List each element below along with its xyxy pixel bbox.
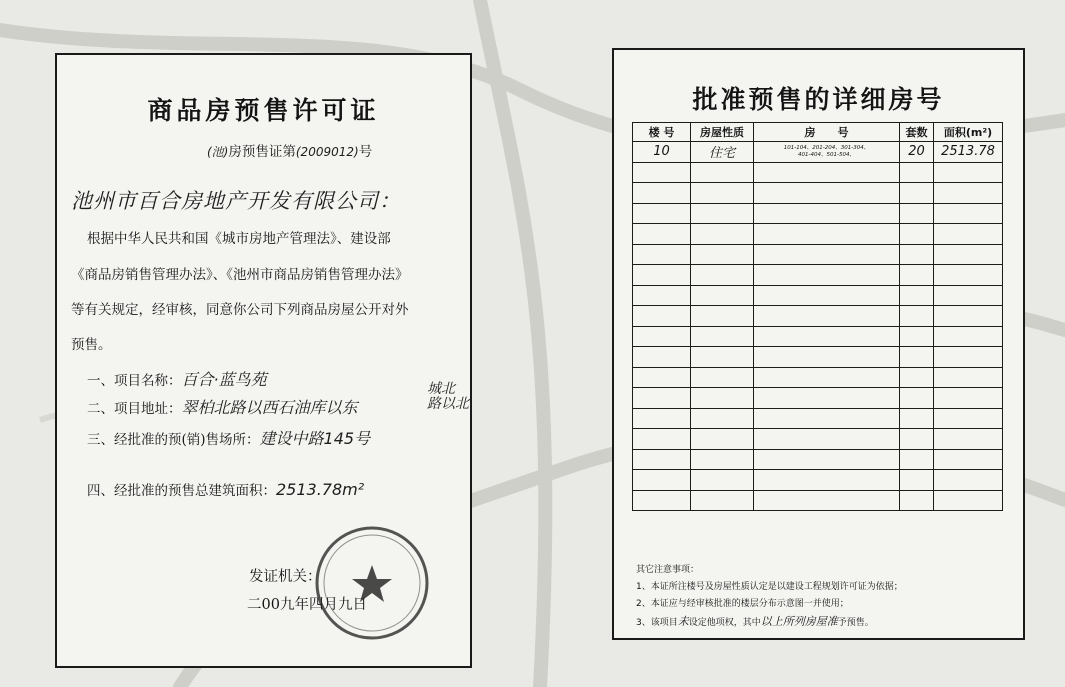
table-row [633,429,1003,450]
empty-cell [633,162,691,183]
empty-cell [900,306,934,327]
table-row [633,203,1003,224]
empty-cell [900,367,934,388]
cell-area: 2513.78 [934,142,1003,163]
empty-cell [934,490,1003,511]
project-name-label: 一、项目名称： [87,373,182,389]
empty-cell [691,429,754,450]
empty-cell [691,408,754,429]
empty-cell [633,367,691,388]
empty-cell [934,285,1003,306]
permit-suffix: 号 [358,144,373,160]
empty-cell [934,470,1003,491]
empty-cell [633,183,691,204]
paragraph-line-3: 等有关规定，经审核，同意你公司下列商品房屋公开对外 [71,302,409,318]
empty-cell [934,388,1003,409]
table-row [633,183,1003,204]
table-row [633,470,1003,491]
cell-nature: 住宅 [691,142,754,163]
permit-number-value: (2009012) [295,145,359,159]
table-row [633,142,1003,163]
permit-prefix: (池) [207,145,229,159]
empty-cell [691,265,754,286]
empty-cell [754,224,900,245]
project-name-value: 百合·蓝鸟苑 [181,370,267,389]
empty-cell [934,408,1003,429]
note-3-hand-a: 未 [677,615,689,628]
empty-cell [754,367,900,388]
paragraph-line-1: 根据中华人民共和国《城市房地产管理法》、建设部 [87,231,391,247]
empty-cell [691,388,754,409]
empty-cell [633,244,691,265]
room-details-page [612,48,1025,640]
empty-cell [754,162,900,183]
issuer-label: 发证机关： [249,569,322,585]
empty-cell [934,183,1003,204]
empty-cell [691,470,754,491]
empty-cell [633,449,691,470]
room-details-title: 批准预售的详细房号 [692,85,945,114]
project-address-row [87,395,358,418]
empty-cell [691,367,754,388]
table-row [633,490,1003,511]
address-extra-2: 路以北 [427,396,469,412]
total-area-value: 2513.78m² [276,480,365,499]
empty-cell [900,265,934,286]
empty-cell [633,306,691,327]
table-row [633,306,1003,327]
notes-title: 其它注意事项： [636,565,700,575]
paragraph-line-2: 《商品房销售管理办法》、《池州市商品房销售管理办法》 [71,267,409,283]
cell-building: 10 [633,142,691,163]
empty-cell [900,429,934,450]
empty-cell [900,347,934,368]
address-extra-1: 城北 [427,381,455,397]
empty-cell [900,183,934,204]
empty-cell [633,347,691,368]
empty-cell [754,470,900,491]
sales-office-label: 三、经批准的预(销)售场所： [87,432,260,448]
empty-cell [900,408,934,429]
empty-cell [754,490,900,511]
total-area-label: 四、经批准的预售总建筑面积： [87,483,276,499]
empty-cell [900,449,934,470]
room-table-header [633,123,1003,142]
note-3-suffix: 予预售。 [837,618,874,628]
empty-cell [934,367,1003,388]
empty-cell [934,224,1003,245]
header-count: 套数 [900,123,934,142]
empty-cell [900,490,934,511]
empty-cell [934,347,1003,368]
table-row [633,162,1003,183]
permit-number [207,140,372,160]
empty-cell [900,326,934,347]
room-numbers-line-1: 101-104、201-204、301-304、 [783,144,870,151]
empty-cell [633,408,691,429]
paragraph-line-4: 预售。 [71,337,112,353]
empty-cell [934,162,1003,183]
empty-cell [754,306,900,327]
empty-cell [900,203,934,224]
note-2: 2、本证应与经审核批准的楼层分布示意图一并使用； [636,599,849,609]
empty-cell [900,388,934,409]
sales-office-value: 建设中路145号 [259,429,371,448]
empty-cell [754,347,900,368]
total-area-row [87,479,364,499]
empty-cell [691,449,754,470]
table-row [633,285,1003,306]
permit-title: 商品房预售许可证 [147,96,380,125]
table-row [633,326,1003,347]
issue-date: 二00九年四月九日 [247,597,367,613]
empty-cell [633,285,691,306]
note-3 [636,613,903,632]
empty-cell [633,490,691,511]
empty-cell [754,408,900,429]
project-address-value: 翠柏北路以西石油库以东 [181,398,358,417]
empty-cell [900,470,934,491]
empty-cell [754,449,900,470]
empty-cell [691,203,754,224]
notes-section [636,562,903,632]
header-room-numbers: 房 号 [754,123,900,142]
empty-cell [691,306,754,327]
empty-cell [934,265,1003,286]
table-row [633,388,1003,409]
empty-cell [633,429,691,450]
empty-cell [754,429,900,450]
cell-count: 20 [900,142,934,163]
empty-cell [691,244,754,265]
header-area: 面积(m²) [934,123,1003,142]
empty-cell [754,388,900,409]
table-row [633,449,1003,470]
empty-cell [900,224,934,245]
empty-cell [691,183,754,204]
project-address-label: 二、项目地址： [87,401,182,417]
company-name: 池州市百合房地产开发有限公司： [71,189,401,213]
empty-cell [754,203,900,224]
empty-cell [633,388,691,409]
empty-cell [934,326,1003,347]
note-1: 1、本证所注楼号及房屋性质认定是以建设工程规划许可证为依据； [636,582,903,592]
table-row [633,367,1003,388]
table-row [633,244,1003,265]
note-3-prefix: 3、该项目 [636,618,678,628]
empty-cell [934,449,1003,470]
empty-cell [691,162,754,183]
table-row [633,408,1003,429]
empty-cell [633,326,691,347]
room-numbers-line-2: 401-404、501-504、 [798,151,855,158]
empty-cell [754,244,900,265]
empty-cell [934,203,1003,224]
empty-cell [900,285,934,306]
empty-cell [691,224,754,245]
empty-cell [900,162,934,183]
empty-cell [900,244,934,265]
note-3-hand-b: 以上所列房屋准 [760,615,838,628]
table-row [633,265,1003,286]
empty-cell [633,203,691,224]
room-table [632,122,1003,511]
table-row [633,347,1003,368]
presale-permit-page [55,53,472,668]
empty-cell [754,183,900,204]
empty-cell [754,326,900,347]
note-3-mid: 设定他项权，其中 [688,618,761,628]
empty-cell [691,285,754,306]
empty-cell [754,285,900,306]
empty-cell [691,490,754,511]
header-nature: 房屋性质 [691,123,754,142]
empty-cell [934,429,1003,450]
project-name-row [87,367,267,390]
official-seal [312,523,432,643]
empty-cell [754,265,900,286]
permit-middle: 房预售证第 [228,144,296,160]
empty-cell [633,470,691,491]
project-address-continued [427,382,469,412]
empty-cell [633,265,691,286]
empty-cell [633,224,691,245]
sales-office-row [87,426,370,449]
header-building: 楼 号 [633,123,691,142]
cell-room-numbers [754,142,900,163]
empty-cell [934,244,1003,265]
empty-cell [691,326,754,347]
table-row [633,224,1003,245]
empty-cell [691,347,754,368]
empty-cell [934,306,1003,327]
